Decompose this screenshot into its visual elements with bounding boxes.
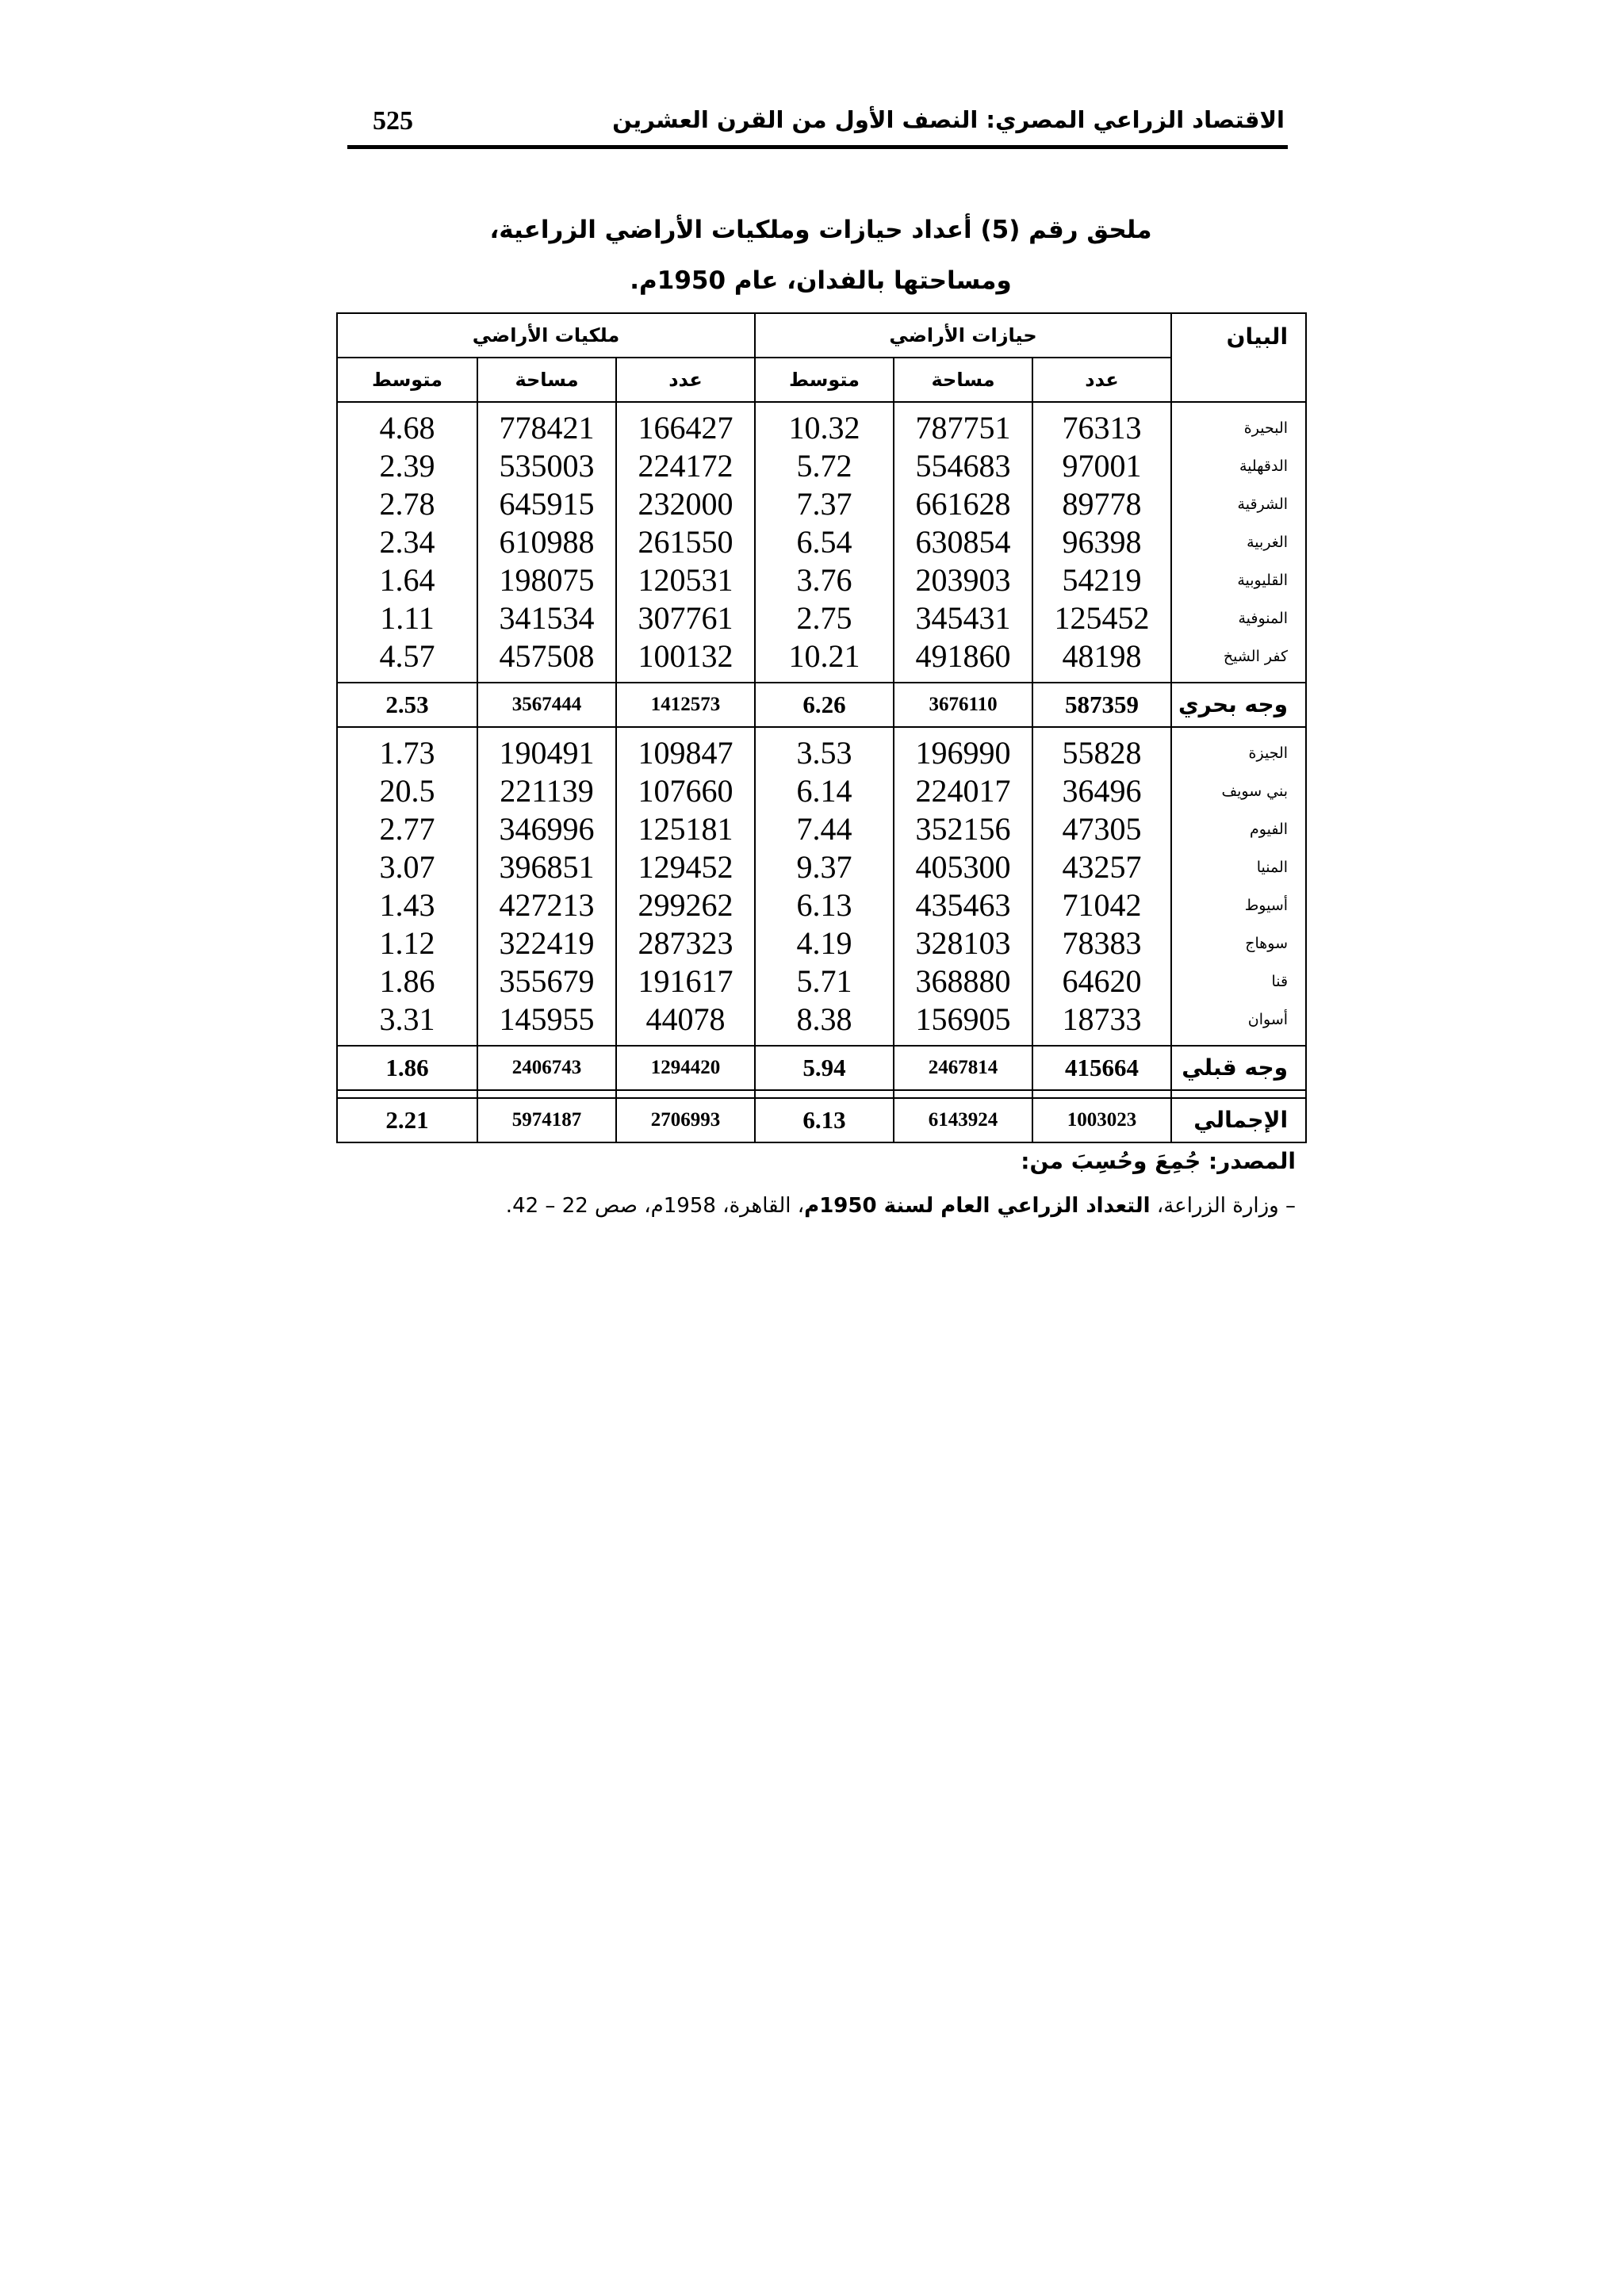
governorate-name: سوهاج bbox=[1171, 924, 1306, 962]
ownership-average: 1.73 bbox=[337, 727, 477, 772]
holdings-average: 5.94 bbox=[755, 1046, 894, 1090]
ownership-area-header: مساحة bbox=[477, 358, 616, 402]
holdings-average: 3.76 bbox=[755, 561, 894, 599]
holdings-area: 554683 bbox=[894, 447, 1032, 485]
table-row bbox=[337, 599, 1306, 637]
holdings-average: 5.72 bbox=[755, 447, 894, 485]
ownership-count: 1294420 bbox=[616, 1046, 755, 1090]
holdings-count: 43257 bbox=[1032, 848, 1171, 886]
holdings-count: 71042 bbox=[1032, 886, 1171, 924]
holdings-area: 2467814 bbox=[894, 1046, 1032, 1090]
ownership-count: 44078 bbox=[616, 1001, 755, 1046]
ownership-area: 457508 bbox=[477, 637, 616, 683]
holdings-area: 328103 bbox=[894, 924, 1032, 962]
holdings-average: 8.38 bbox=[755, 1001, 894, 1046]
holdings-count: 78383 bbox=[1032, 924, 1171, 962]
source-label: المصدر: جُمِعَ وحُسِبَ من: bbox=[1021, 1148, 1296, 1174]
table-caption-line-1: ملحق رقم (5) أعداد حيازات وملكيات الأراضي الزراعية، bbox=[489, 216, 1152, 244]
ownership-area: 322419 bbox=[477, 924, 616, 962]
governorate-name: الجيزة bbox=[1171, 727, 1306, 772]
ownership-count: 307761 bbox=[616, 599, 755, 637]
holdings-area: 405300 bbox=[894, 848, 1032, 886]
region-total-name: وجه بحري bbox=[1171, 683, 1306, 727]
holdings-count: 97001 bbox=[1032, 447, 1171, 485]
holdings-count: 1003023 bbox=[1032, 1098, 1171, 1142]
ownership-count: 299262 bbox=[616, 886, 755, 924]
ownership-count: 125181 bbox=[616, 810, 755, 848]
governorate-name: الشرقية bbox=[1171, 485, 1306, 523]
page-header bbox=[349, 101, 1285, 149]
ownership-count: 100132 bbox=[616, 637, 755, 683]
governorate-name: أسيوط bbox=[1171, 886, 1306, 924]
table-row bbox=[337, 1001, 1306, 1046]
row-separator bbox=[337, 1090, 1306, 1098]
source-reference bbox=[333, 1194, 1296, 1218]
holdings-average: 3.53 bbox=[755, 727, 894, 772]
ownership-average: 2.53 bbox=[337, 683, 477, 727]
ownership-count: 232000 bbox=[616, 485, 755, 523]
holdings-area: 345431 bbox=[894, 599, 1032, 637]
holdings-area: 368880 bbox=[894, 962, 1032, 1001]
ownership-area: 396851 bbox=[477, 848, 616, 886]
holdings-area: 196990 bbox=[894, 727, 1032, 772]
holdings-group-header: حيازات الأراضي bbox=[755, 313, 1171, 358]
ownership-area: 645915 bbox=[477, 485, 616, 523]
ownership-average: 2.77 bbox=[337, 810, 477, 848]
label-column-header: البيان bbox=[1171, 313, 1306, 402]
governorate-name: كفر الشيخ bbox=[1171, 637, 1306, 683]
holdings-average: 6.13 bbox=[755, 886, 894, 924]
ownership-count: 129452 bbox=[616, 848, 755, 886]
region-total-name: وجه قبلي bbox=[1171, 1046, 1306, 1090]
ownership-group-header: ملكيات الأراضي bbox=[337, 313, 755, 358]
holdings-area: 6143924 bbox=[894, 1098, 1032, 1142]
table-row bbox=[337, 886, 1306, 924]
holdings-area: 203903 bbox=[894, 561, 1032, 599]
holdings-count: 76313 bbox=[1032, 402, 1171, 447]
governorate-name: قنا bbox=[1171, 962, 1306, 1001]
table-row bbox=[337, 637, 1306, 683]
table-row bbox=[337, 727, 1306, 772]
ownership-count: 120531 bbox=[616, 561, 755, 599]
holdings-average: 10.32 bbox=[755, 402, 894, 447]
holdings-area: 787751 bbox=[894, 402, 1032, 447]
holdings-area: 156905 bbox=[894, 1001, 1032, 1046]
holdings-area: 224017 bbox=[894, 772, 1032, 810]
ownership-average: 1.12 bbox=[337, 924, 477, 962]
governorate-name: الفيوم bbox=[1171, 810, 1306, 848]
holdings-count: 415664 bbox=[1032, 1046, 1171, 1090]
ownership-area: 610988 bbox=[477, 523, 616, 561]
ownership-area: 198075 bbox=[477, 561, 616, 599]
governorate-name: البحيرة bbox=[1171, 402, 1306, 447]
ownership-count-header: عدد bbox=[616, 358, 755, 402]
ownership-count: 109847 bbox=[616, 727, 755, 772]
ownership-area: 346996 bbox=[477, 810, 616, 848]
grand-total-row bbox=[337, 1098, 1306, 1142]
holdings-average: 6.54 bbox=[755, 523, 894, 561]
holdings-area: 630854 bbox=[894, 523, 1032, 561]
governorate-name: المنوفية bbox=[1171, 599, 1306, 637]
table-row bbox=[337, 962, 1306, 1001]
governorate-name: القليوبية bbox=[1171, 561, 1306, 599]
table-row bbox=[337, 810, 1306, 848]
ownership-average: 2.78 bbox=[337, 485, 477, 523]
holdings-average: 6.14 bbox=[755, 772, 894, 810]
holdings-average-header: متوسط bbox=[755, 358, 894, 402]
table-caption-line-2: ومساحتها بالفدان، عام 1950م. bbox=[630, 266, 1012, 295]
ownership-average: 2.39 bbox=[337, 447, 477, 485]
lower-egypt-total-row bbox=[337, 683, 1306, 727]
ownership-area: 2406743 bbox=[477, 1046, 616, 1090]
grand-total-name: الإجمالي bbox=[1171, 1098, 1306, 1142]
holdings-average: 6.26 bbox=[755, 683, 894, 727]
governorate-name: بني سويف bbox=[1171, 772, 1306, 810]
holdings-area: 435463 bbox=[894, 886, 1032, 924]
table-row bbox=[337, 523, 1306, 561]
source-ref-suffix: ، القاهرة، 1958م، صص 22 – 42. bbox=[505, 1194, 805, 1218]
ownership-area: 355679 bbox=[477, 962, 616, 1001]
ownership-average: 1.86 bbox=[337, 1046, 477, 1090]
holdings-count: 89778 bbox=[1032, 485, 1171, 523]
ownership-average: 1.11 bbox=[337, 599, 477, 637]
governorate-name: المنيا bbox=[1171, 848, 1306, 886]
holdings-count: 54219 bbox=[1032, 561, 1171, 599]
holdings-area: 352156 bbox=[894, 810, 1032, 848]
holdings-area: 491860 bbox=[894, 637, 1032, 683]
ownership-count: 261550 bbox=[616, 523, 755, 561]
table-row bbox=[337, 561, 1306, 599]
ownership-area: 341534 bbox=[477, 599, 616, 637]
holdings-average: 2.75 bbox=[755, 599, 894, 637]
holdings-count: 96398 bbox=[1032, 523, 1171, 561]
ownership-average: 1.86 bbox=[337, 962, 477, 1001]
ownership-count: 2706993 bbox=[616, 1098, 755, 1142]
ownership-area: 535003 bbox=[477, 447, 616, 485]
source-ref-prefix: – وزارة الزراعة، bbox=[1150, 1194, 1296, 1218]
holdings-count: 18733 bbox=[1032, 1001, 1171, 1046]
holdings-count: 64620 bbox=[1032, 962, 1171, 1001]
table-row bbox=[337, 924, 1306, 962]
ownership-average: 4.57 bbox=[337, 637, 477, 683]
ownership-count: 1412573 bbox=[616, 683, 755, 727]
holdings-average: 10.21 bbox=[755, 637, 894, 683]
ownership-area: 190491 bbox=[477, 727, 616, 772]
table-row bbox=[337, 772, 1306, 810]
holdings-count: 48198 bbox=[1032, 637, 1171, 683]
ownership-area: 3567444 bbox=[477, 683, 616, 727]
ownership-count: 287323 bbox=[616, 924, 755, 962]
holdings-average: 7.37 bbox=[755, 485, 894, 523]
governorate-name: الدقهلية bbox=[1171, 447, 1306, 485]
holdings-average: 4.19 bbox=[755, 924, 894, 962]
ownership-count: 191617 bbox=[616, 962, 755, 1001]
source-ref-title: التعداد الزراعي العام لسنة 1950م bbox=[804, 1194, 1151, 1218]
ownership-average: 2.34 bbox=[337, 523, 477, 561]
running-title: الاقتصاد الزراعي المصري: النصف الأول من القرن العشرين bbox=[612, 106, 1285, 133]
ownership-count: 166427 bbox=[616, 402, 755, 447]
upper-egypt-total-row bbox=[337, 1046, 1306, 1090]
ownership-average-header: متوسط bbox=[337, 358, 477, 402]
holdings-average: 5.71 bbox=[755, 962, 894, 1001]
table-row bbox=[337, 485, 1306, 523]
table-row bbox=[337, 402, 1306, 447]
ownership-average: 1.64 bbox=[337, 561, 477, 599]
holdings-average: 7.44 bbox=[755, 810, 894, 848]
holdings-area: 3676110 bbox=[894, 683, 1032, 727]
ownership-average: 1.43 bbox=[337, 886, 477, 924]
ownership-count: 224172 bbox=[616, 447, 755, 485]
ownership-average: 2.21 bbox=[337, 1098, 477, 1142]
table-row bbox=[337, 848, 1306, 886]
holdings-area-header: مساحة bbox=[894, 358, 1032, 402]
ownership-average: 20.5 bbox=[337, 772, 477, 810]
ownership-area: 145955 bbox=[477, 1001, 616, 1046]
holdings-count: 47305 bbox=[1032, 810, 1171, 848]
ownership-area: 427213 bbox=[477, 886, 616, 924]
ownership-average: 4.68 bbox=[337, 402, 477, 447]
ownership-area: 221139 bbox=[477, 772, 616, 810]
holdings-ownership-table bbox=[336, 312, 1307, 1143]
holdings-count-header: عدد bbox=[1032, 358, 1171, 402]
ownership-average: 3.31 bbox=[337, 1001, 477, 1046]
governorate-name: أسوان bbox=[1171, 1001, 1306, 1046]
holdings-count: 36496 bbox=[1032, 772, 1171, 810]
header-rule bbox=[347, 145, 1288, 149]
holdings-area: 661628 bbox=[894, 485, 1032, 523]
holdings-average: 9.37 bbox=[755, 848, 894, 886]
holdings-average: 6.13 bbox=[755, 1098, 894, 1142]
ownership-area: 778421 bbox=[477, 402, 616, 447]
holdings-count: 125452 bbox=[1032, 599, 1171, 637]
ownership-average: 3.07 bbox=[337, 848, 477, 886]
ownership-count: 107660 bbox=[616, 772, 755, 810]
ownership-area: 5974187 bbox=[477, 1098, 616, 1142]
holdings-count: 55828 bbox=[1032, 727, 1171, 772]
table-row bbox=[337, 447, 1306, 485]
governorate-name: الغربية bbox=[1171, 523, 1306, 561]
page-number: 525 bbox=[373, 106, 413, 136]
holdings-count: 587359 bbox=[1032, 683, 1171, 727]
